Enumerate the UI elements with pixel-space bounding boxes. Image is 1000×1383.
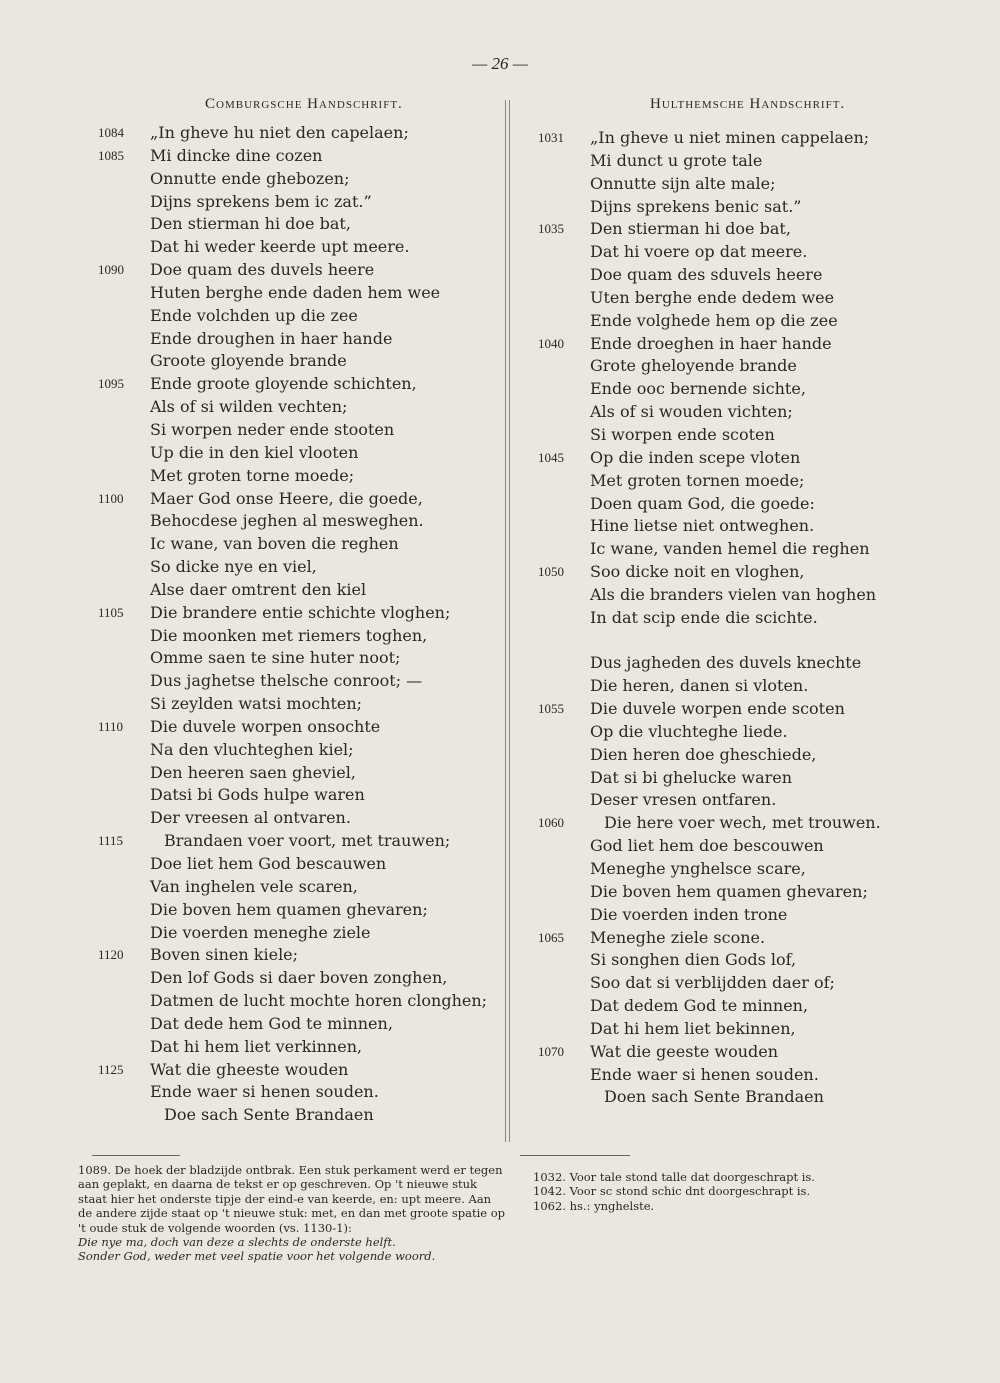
right-footnotes [533, 1170, 933, 1213]
verse-line [150, 282, 505, 305]
verse-line [150, 1036, 505, 1059]
verse-line [590, 173, 990, 196]
verse-text: Dien heren doe gheschiede, [590, 744, 817, 764]
left-footnotes [78, 1163, 508, 1264]
verse-text: Ende volchden up die zee [150, 305, 358, 325]
verse-line [150, 899, 505, 922]
verse-text: Met groten torne moede; [150, 465, 355, 485]
verse-text: Ic wane, van boven die reghen [150, 534, 399, 554]
verse-line [590, 241, 990, 264]
verse-text: Behocdese jeghen al mesweghen. [150, 511, 424, 531]
line-number: 1084 [98, 125, 124, 140]
verse-text: Dat si bi ghelucke waren [590, 767, 793, 787]
verse-text: Dus jaghetse thelsche conroot; — [150, 671, 423, 691]
verse-line [590, 789, 990, 812]
verse-text: Den stierman hi doe bat, [590, 219, 791, 239]
verse-text: Die boven hem quamen ghevaren; [150, 899, 428, 919]
line-number: 1055 [538, 701, 564, 717]
verse-line [150, 853, 505, 876]
verse-text: Den heeren saen gheviel, [150, 762, 356, 782]
verse-text: Dijns sprekens bem ic zat.” [150, 191, 372, 211]
verse-line [98, 716, 505, 739]
line-number: 1095 [98, 376, 124, 392]
verse-text: Ende waer si henen souden. [150, 1082, 379, 1102]
line-number: 1105 [98, 604, 124, 620]
verse-line [538, 447, 990, 470]
verse-line [150, 442, 505, 465]
verse-line [590, 630, 990, 653]
verse-text: Alse daer omtrent den kiel [150, 579, 367, 599]
verse-line [590, 652, 990, 675]
right-footnote-rule [520, 1155, 630, 1156]
verse-text: Die duvele worpen onsochte [150, 716, 381, 736]
verse-line [590, 607, 990, 630]
right-verse-column [538, 127, 990, 1109]
verse-line [150, 625, 505, 648]
verse-line [150, 1081, 505, 1104]
verse-text: Als of si wouden vichten; [590, 402, 793, 422]
verse-line [538, 927, 990, 950]
verse-line [150, 168, 505, 191]
verse-text: Wat die gheeste wouden [150, 1059, 349, 1079]
verse-line [590, 584, 990, 607]
verse-text: Op die vluchteghe liede. [590, 721, 788, 741]
page-number: — 26 — [472, 54, 528, 73]
line-number: 1060 [538, 815, 564, 831]
line-number: 1090 [98, 262, 124, 278]
verse-line [150, 419, 505, 442]
verse-text: Ende waer si henen souden. [590, 1064, 819, 1084]
verse-line [590, 675, 990, 698]
verse-text: Soo dicke noit en vloghen, [590, 562, 805, 582]
verse-line [98, 488, 505, 511]
verse-text: Dus jagheden des duvels knechte [590, 653, 862, 673]
verse-line [590, 310, 990, 333]
line-number: 1040 [538, 335, 564, 351]
verse-line [590, 835, 990, 858]
verse-text: Doe quam des sduvels heere [590, 265, 823, 285]
line-number: 1031 [538, 130, 564, 145]
verse-text: Op die inden scepe vloten [590, 447, 801, 467]
verse-line [98, 145, 505, 168]
verse-line [150, 556, 505, 579]
verse-line [538, 698, 990, 721]
verse-line [538, 812, 990, 835]
verse-line [538, 1041, 990, 1064]
verse-line [590, 767, 990, 790]
verse-line [590, 287, 990, 310]
verse-line [150, 762, 505, 785]
verse-text: Ende ooc bernende sichte, [590, 379, 806, 399]
verse-line [590, 744, 990, 767]
verse-line [150, 693, 505, 716]
verse-line [150, 350, 505, 373]
verse-text: Boven sinen kiele; [150, 945, 299, 965]
verse-text: Den lof Gods si daer boven zonghen, [150, 968, 448, 988]
verse-text: Meneghe ziele scone. [590, 927, 766, 947]
verse-line [590, 424, 990, 447]
verse-line [590, 538, 990, 561]
footnote: 1062. hs.: ynghelste. [533, 1198, 655, 1213]
verse-line [150, 1013, 505, 1036]
verse-line [98, 602, 505, 625]
verse-text: Met groten tornen moede; [590, 470, 805, 490]
verse-text: Ende droeghen in haer hande [590, 333, 832, 353]
verse-line [150, 579, 505, 602]
verse-text: Die boven hem quamen ghevaren; [590, 881, 868, 901]
verse-line [590, 493, 990, 516]
verse-text: Ende groote gloyende schichten, [150, 374, 417, 394]
verse-text: Den stierman hi doe bat, [150, 214, 351, 234]
line-number: 1110 [98, 718, 124, 734]
verse-line [150, 191, 505, 214]
verse-line [98, 259, 505, 282]
verse-text: Omme saen te sine huter noot; [150, 648, 401, 668]
verse-line [590, 355, 990, 378]
verse-line [590, 1086, 990, 1109]
line-number: 1050 [538, 564, 564, 580]
verse-line [150, 328, 505, 351]
verse-text: Die here voer wech, met trouwen. [604, 813, 881, 833]
verse-text: Als die branders vielen van hoghen [590, 584, 877, 604]
column-divider [505, 100, 510, 1142]
verse-line [590, 196, 990, 219]
verse-line [150, 396, 505, 419]
line-number: 1085 [98, 147, 124, 163]
verse-text: Huten berghe ende daden hem wee [150, 282, 441, 302]
verse-text: Mi dincke dine cozen [150, 145, 323, 165]
verse-text: Doen quam God, die goede: [590, 493, 815, 513]
verse-line [150, 465, 505, 488]
verse-line [590, 904, 990, 927]
verse-line [590, 949, 990, 972]
verse-line [150, 305, 505, 328]
verse-line [590, 972, 990, 995]
line-number: 1070 [538, 1043, 564, 1059]
verse-text: Die voerden inden trone [590, 904, 788, 924]
verse-text: Groote gloyende brande [150, 351, 347, 371]
verse-line [150, 990, 505, 1013]
verse-line [150, 1104, 505, 1127]
verse-line [538, 561, 990, 584]
verse-line [590, 881, 990, 904]
verse-text: Datmen de lucht mochte horen clonghen; [150, 991, 488, 1011]
verse-line [150, 784, 505, 807]
verse-text: Dat hi hem liet verkinnen, [150, 1036, 363, 1056]
verse-text: Si worpen neder ende stooten [150, 419, 395, 439]
verse-line [150, 967, 505, 990]
verse-line [590, 401, 990, 424]
verse-text: Dat dede hem God te minnen, [150, 1013, 393, 1033]
verse-text: Dat hi weder keerde upt meere. [150, 237, 410, 257]
verse-text: Maer God onse Heere, die goede, [150, 488, 423, 508]
verse-text: „In gheve u niet minen cappelaen; [590, 128, 870, 147]
verse-text: Si songhen dien Gods lof, [590, 950, 797, 970]
verse-line [590, 470, 990, 493]
verse-text: Soo dat si verblijdden daer of; [590, 973, 835, 993]
verse-line [98, 944, 505, 967]
line-number: 1120 [98, 947, 124, 963]
verse-text: Onnutte sijn alte male; [590, 173, 776, 193]
line-number: 1115 [98, 833, 124, 849]
verse-text: Ende volghede hem op die zee [590, 310, 838, 330]
verse-text: Up die in den kiel vlooten [150, 442, 359, 462]
verse-text: Brandaen voer voort, met trauwen; [164, 831, 451, 851]
verse-text: Uten berghe ende dedem wee [590, 287, 835, 307]
line-number: 1100 [98, 490, 124, 506]
verse-text: Dat dedem God te minnen, [590, 996, 809, 1016]
verse-line [590, 264, 990, 287]
left-footnote-rule [92, 1155, 180, 1156]
footnote: 1032. Voor tale stond talle dat doorgeschrapt is. [533, 1170, 815, 1184]
verse-line [538, 218, 990, 241]
verse-text: Doen sach Sente Brandaen [604, 1087, 824, 1107]
verse-text: Doe quam des duvels heere [150, 260, 375, 280]
verse-text: Datsi bi Gods hulpe waren [150, 785, 365, 805]
verse-text: Die duvele worpen ende scoten [590, 699, 845, 719]
verse-text: Die voerden meneghe ziele [150, 922, 371, 942]
verse-line [150, 739, 505, 762]
verse-line [98, 373, 505, 396]
left-column-heading: Comburgsche Handschrift. [205, 96, 403, 112]
verse-line [150, 922, 505, 945]
verse-text: Der vreesen al ontvaren. [150, 808, 351, 828]
verse-line [150, 876, 505, 899]
verse-text: Grote gheloyende brande [590, 356, 797, 376]
footnote: Die nye ma, doch van deze a slechts de onderste helft. [78, 1235, 396, 1250]
verse-text: Dat hi hem liet bekinnen, [590, 1018, 796, 1038]
verse-text: Dijns sprekens benic sat.” [590, 196, 802, 216]
verse-line [590, 1018, 990, 1041]
verse-line [150, 213, 505, 236]
left-verse-column [98, 122, 505, 1127]
verse-line [150, 647, 505, 670]
verse-text: Die brandere entie schichte vloghen; [150, 602, 451, 622]
verse-text: Ic wane, vanden hemel die reghen [590, 539, 870, 559]
verse-text: So dicke nye en viel, [150, 557, 317, 577]
verse-line [150, 670, 505, 693]
verse-text: Si worpen ende scoten [590, 424, 775, 444]
verse-text: Die heren, danen si vloten. [590, 676, 809, 696]
verse-text: Meneghe ynghelsce scare, [590, 859, 806, 878]
verse-line [98, 122, 505, 145]
verse-line [538, 127, 990, 150]
line-number: 1035 [538, 221, 564, 237]
line-number: 1065 [538, 929, 564, 945]
footnote: Sonder God, weder met veel spatie voor het volgende woord. [78, 1249, 436, 1264]
verse-line [590, 721, 990, 744]
verse-text: „In gheve hu niet den capelaen; [150, 123, 409, 142]
verse-line [590, 150, 990, 173]
line-number: 1045 [538, 449, 564, 465]
verse-text: Als of si wilden vechten; [150, 397, 348, 417]
verse-text: In dat scip ende die scichte. [590, 607, 818, 627]
line-number: 1125 [98, 1061, 124, 1077]
verse-text: God liet hem doe bescouwen [590, 836, 824, 856]
verse-text: Doe sach Sente Brandaen [164, 1105, 374, 1125]
verse-text: Wat die geeste wouden [590, 1041, 779, 1061]
verse-line [150, 807, 505, 830]
footnote: 1089. De hoek der bladzijde ontbrak. Een stuk perkament werd er tegen aan geplakt, en daarna de tekst er op geschreven. Op 't nieuwe stuk staat hier het onderste tipje der eind-e van keerde, en: upt meere. Aan de andere zijde staat op 't nieuwe stuk: met, en dan met groote spatie op 't oude stuk de volgende woorden (vs. 1130-1): [78, 1163, 509, 1235]
verse-text: Deser vresen ontfaren. [590, 790, 777, 810]
verse-text: Onnutte ende ghebozen; [150, 168, 350, 188]
verse-text: Dat hi voere op dat meere. [590, 242, 808, 262]
verse-line [150, 510, 505, 533]
verse-line [590, 515, 990, 538]
verse-line [590, 1064, 990, 1087]
verse-text: Ende droughen in haer hande [150, 328, 393, 348]
verse-line [98, 830, 505, 853]
verse-text: Van inghelen vele scaren, [150, 876, 358, 896]
verse-line [590, 858, 990, 881]
verse-line [150, 533, 505, 556]
verse-text: Die moonken met riemers toghen, [150, 625, 428, 645]
verse-line [98, 1059, 505, 1082]
verse-line [538, 333, 990, 356]
verse-text: Na den vluchteghen kiel; [150, 739, 354, 759]
right-column-heading: Hulthemsche Handschrift. [650, 96, 846, 112]
footnote: 1042. Voor sc stond schic dnt doorgeschrapt is. [533, 1184, 811, 1199]
verse-text: Doe liet hem God bescauwen [150, 854, 387, 873]
verse-text: Si zeylden watsi mochten; [150, 694, 363, 714]
verse-line [590, 995, 990, 1018]
verse-text: Mi dunct u grote tale [590, 150, 763, 170]
verse-line [150, 236, 505, 259]
verse-text: Hine lietse niet ontweghen. [590, 516, 815, 536]
verse-line [590, 378, 990, 401]
